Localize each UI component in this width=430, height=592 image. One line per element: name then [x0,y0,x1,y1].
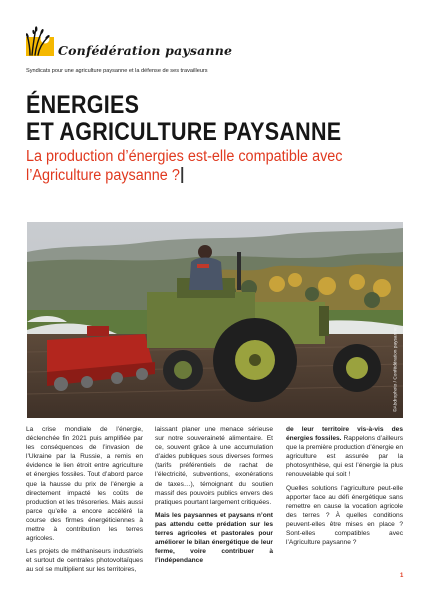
paragraph-text: Rappelons d’ailleurs que la première production d’énergie en agriculture est assurée par la photosynthèse, qui est l’énergie la plus renouvelable qui soit ! [286,435,404,479]
paragraph: Les projets de méthaniseurs industriels et surtout de centrales photovoltaïques au sol se multiplient sur les territoires, [26,548,143,574]
text-column-3 [286,425,403,551]
paragraph: La crise mondiale de l’énergie, déclenchée fin 2021 puis amplifiée par les conséquences de l’invasion de l’Ukraine par la Russie, a remis en évidence le lien étroit entre agriculture et énergies fossiles. Tout d’abord parce que la hausse du prix de l’énergie a directement impacté les coûts de production et les trésoreries. Mais aussi parce qu’elle a encore accéléré la course des firmes énergéticiennes à mettre à contribution les terres agricoles. [26,426,143,543]
text-column-1 [26,425,143,579]
bold-lead: de leur territoire vis-à-vis des énergies fossiles. [286,426,403,443]
page-number: 1 [400,573,404,579]
subtitle-line-2-text: l’Agriculture paysanne ? [26,167,180,184]
subtitle [26,147,372,185]
paragraph-bold: Mais les paysannes et paysans n’ont pas attendu cette prédation sur les terres agricoles et pastorales pour améliorer le bilan énergétique de leur ferme, voire contribuer à l’indépendance [155,511,273,565]
org-tagline: Syndicats pour une agriculture paysanne et la défense de ses travailleurs [26,68,208,74]
tractor-photo [27,222,403,418]
paragraph [286,425,403,480]
photo-credit: ©Abdrophoto / Confédération paysanne [394,327,399,412]
page-title [26,92,353,146]
text-column-2 [155,425,273,569]
org-logo [26,26,54,56]
org-name: Confédération paysanne [58,43,233,58]
title-line-1: ÉNERGIES [26,91,140,119]
text-cursor [182,167,183,183]
subtitle-line-1: La production d’énergies est-elle compatible avec [26,148,343,165]
subtitle-line-2 [26,166,372,185]
title-line-2: ET AGRICULTURE PAYSANNE [26,118,342,146]
paragraph: laissant planer une menace sérieuse sur notre souveraineté alimentaire. Et ce, souvent grâce à une accumulation d’aides publiques sous diverses formes (tarifs préférentiels de rachat de l’électricité, subventions, exonérations de taxes…), témoignant du soutien massif des pouvoirs publics envers des pratiques pourtant largement critiquées. [155,426,273,506]
paragraph: Quelles solutions l’agriculture peut-elle apporter face au défi énergétique sans remettre en cause la vocation agricole des terres ? À quelles conditions peuvent-elles être mises en place ? Sont-elles compatibles avec l’Agriculture paysanne ? [286,484,403,547]
